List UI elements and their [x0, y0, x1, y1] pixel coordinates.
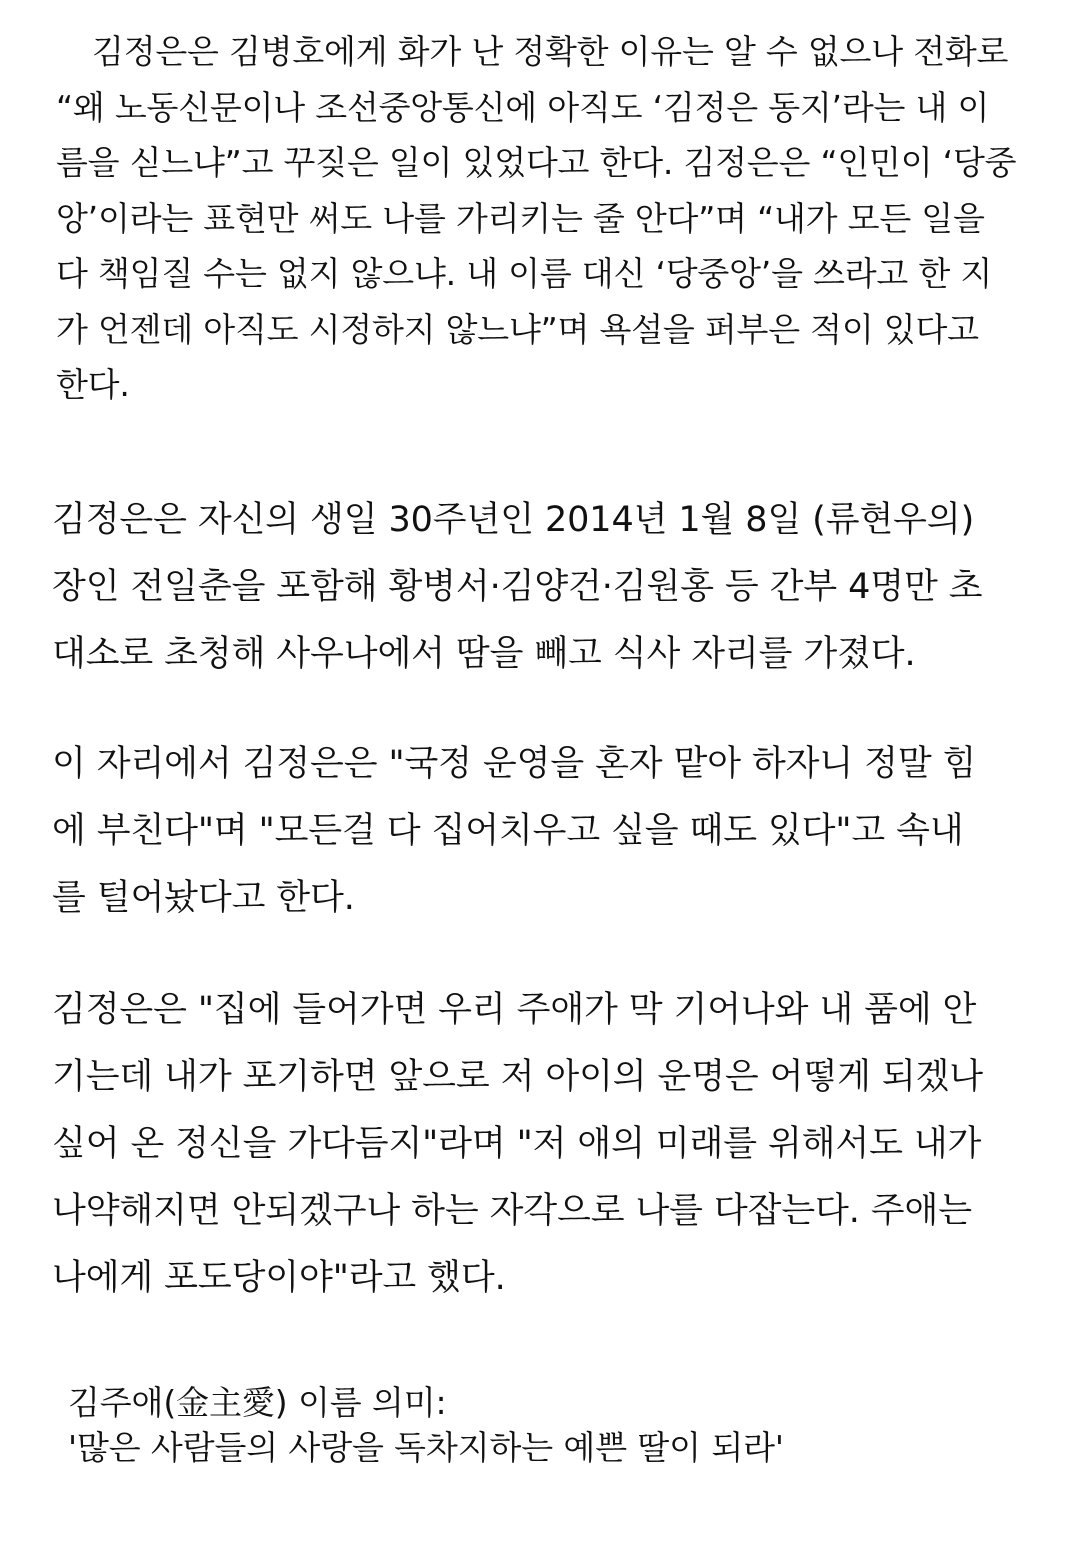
excerpt-line: 앙’이라는 표현만 써도 나를 가리키는 줄 안다”며 “내가 모든 일을	[56, 198, 985, 238]
excerpt-line: 가 언젠데 아직도 시정하지 않느냐”며 욕설을 퍼부은 적이 있다고	[56, 309, 979, 349]
paragraph-line: 김정은은 "집에 들어가면 우리 주애가 막 기어나와 내 품에 안	[52, 990, 977, 1030]
paragraph-remarks	[52, 731, 1052, 932]
paragraph-line: 기는데 내가 포기하면 앞으로 저 아이의 운명은 어떻게 되겠나	[52, 1057, 983, 1097]
paragraph-line: 이 자리에서 김정은은 "국정 운영을 혼자 맡아 하자니 정말 힘	[52, 744, 977, 784]
name-meaning-heading: 김주애(金主愛) 이름 의미:	[68, 1383, 447, 1422]
paragraph-line: 김정은은 자신의 생일 30주년인 2014년 1월 8일 (류현우의)	[52, 500, 975, 540]
name-meaning-text: '많은 사람들의 사랑을 독차지하는 예쁜 딸이 되라'	[68, 1428, 784, 1467]
quoted-excerpt	[56, 24, 1046, 413]
excerpt-line: 름을 싣느냐”고 꾸짖은 일이 있었다고 한다. 김정은은 “인민이 ‘당중	[56, 143, 1017, 182]
paragraph-line: 에 부친다"며 "모든걸 다 집어치우고 싶을 때도 있다"고 속내	[52, 811, 964, 851]
excerpt-line: 김정은은 김병호에게 화가 난 정확한 이유는 알 수 없으나 전화로	[92, 32, 1009, 71]
excerpt-line: 한다.	[56, 365, 130, 404]
name-meaning-note	[68, 1380, 1048, 1470]
paragraph-daughter	[52, 977, 1052, 1312]
paragraph-line: 나약해지면 안되겠구나 하는 자각으로 나를 다잡는다. 주애는	[52, 1191, 972, 1231]
paragraph-line: 싶어 온 정신을 가다듬지"라며 "저 애의 미래를 위해서도 내가	[52, 1124, 982, 1164]
excerpt-line: 다 책임질 수는 없지 않으냐. 내 이름 대신 ‘당중앙’을 쓰라고 한 지	[56, 254, 993, 293]
paragraph-line: 장인 전일춘을 포함해 황병서·김양건·김원홍 등 간부 4명만 초	[52, 567, 983, 607]
paragraph-line: 대소로 초청해 사우나에서 땀을 빼고 식사 자리를 가졌다.	[52, 634, 916, 674]
paragraph-line: 나에게 포도당이야"라고 했다.	[52, 1258, 506, 1298]
paragraph-line: 를 털어놨다고 한다.	[52, 878, 355, 918]
excerpt-line: “왜 노동신문이나 조선중앙통신에 아직도 ‘김정은 동지’라는 내 이	[56, 87, 990, 127]
paragraph-birthday-dinner	[52, 487, 1052, 688]
